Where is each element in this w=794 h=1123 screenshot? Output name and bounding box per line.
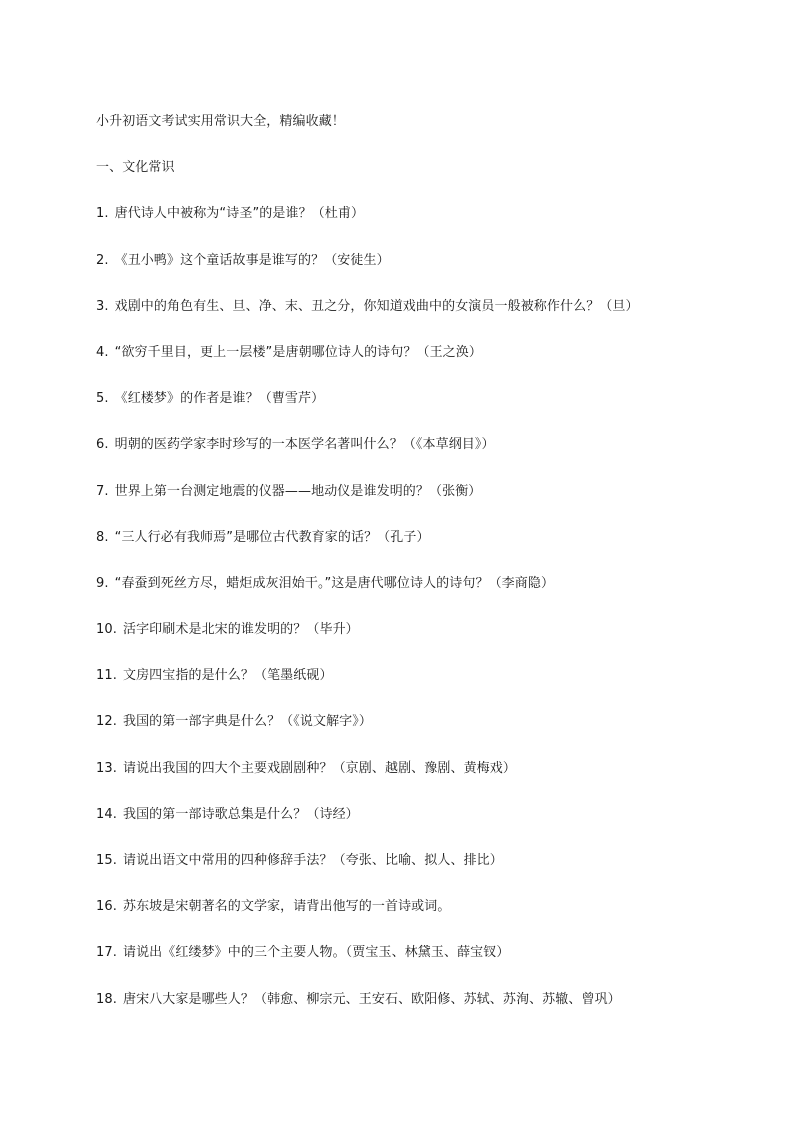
- section-heading: 一、文化常识: [96, 160, 175, 176]
- question-text: “三人行必有我师焉”是哪位古代教育家的话？（孔子）: [114, 529, 430, 545]
- question-number: 9.: [96, 575, 109, 591]
- question-item: [96, 297, 736, 317]
- question-text: 请说出我国的四大个主要戏剧剧种？（京剧、越剧、豫剧、黄梅戏）: [122, 760, 516, 776]
- question-item: [96, 805, 736, 825]
- question-number: 13.: [96, 760, 117, 776]
- question-number: 10.: [96, 622, 117, 638]
- question-item: [96, 712, 736, 732]
- question-text: 我国的第一部诗歌总集是什么？（诗经）: [122, 806, 359, 822]
- question-text: 请说出语文中常用的四种修辞手法？（夸张、比喻、拟人、排比）: [122, 853, 503, 868]
- question-text: 戏剧中的角色有生、旦、净、末、丑之分，你知道戏曲中的女演员一般被称作什么？（旦）: [114, 298, 639, 314]
- question-item: [96, 620, 736, 640]
- question-number: 14.: [96, 806, 117, 822]
- question-number: 2.: [96, 252, 109, 268]
- question-text: 世界上第一台测定地震的仪器——地动仪是谁发明的？（张衡）: [114, 483, 482, 499]
- question-number: 1.: [96, 206, 109, 222]
- question-item: [96, 759, 736, 779]
- question-number: 11.: [96, 668, 117, 684]
- question-text: 唐宋八大家是哪些人？（韩愈、柳宗元、王安石、欧阳修、苏轼、苏洵、苏辙、曾巩）: [122, 991, 621, 1007]
- question-number: 17.: [96, 945, 117, 961]
- question-list: [96, 204, 736, 1009]
- question-number: 18.: [96, 991, 117, 1007]
- question-text: 文房四宝指的是什么？（笔墨纸砚）: [122, 668, 333, 684]
- question-text: “欲穷千里目，更上一层楼”是唐朝哪位诗人的诗句？（王之涣）: [114, 344, 482, 360]
- question-text: 明朝的医药学家李时珍写的一本医学名著叫什么？（《本草纲目》）: [114, 437, 495, 453]
- question-number: 15.: [96, 853, 117, 868]
- question-text: 《丑小鸭》这个童话故事是谁写的？（安徒生）: [114, 252, 390, 268]
- question-number: 7.: [96, 483, 109, 499]
- question-number: 16.: [96, 899, 117, 915]
- question-number: 4.: [96, 344, 109, 360]
- question-item: [96, 990, 736, 1010]
- question-text: 苏东坡是宋朝著名的文学家，请背出他写的一首诗或词。: [122, 899, 451, 915]
- question-item: [96, 528, 736, 548]
- question-number: 12.: [96, 714, 117, 730]
- question-text: 我国的第一部字典是什么？（《说文解字》）: [122, 714, 372, 730]
- question-text: 请说出《红缕梦》中的三个主要人物。（贾宝玉、林黛玉、薛宝钗）: [122, 945, 510, 961]
- question-item: [96, 251, 736, 271]
- question-item: [96, 482, 736, 502]
- document-title: 小升初语文考试实用常识大全，精编收藏！: [96, 114, 345, 129]
- question-number: 5.: [96, 391, 109, 407]
- question-item: [96, 851, 736, 871]
- question-item: [96, 389, 736, 409]
- document-body: [96, 112, 736, 1036]
- question-text: “春蚕到死丝方尽，蜡炬成灰泪始干。”这是唐代哪位诗人的诗句？（李商隐）: [114, 575, 555, 591]
- question-number: 6.: [96, 437, 109, 453]
- question-number: 3.: [96, 298, 109, 314]
- question-item: [96, 666, 736, 686]
- question-text: 活字印刷术是北宋的谁发明的？（毕升）: [122, 622, 359, 638]
- question-item: [96, 435, 736, 455]
- question-item: [96, 343, 736, 363]
- question-item: [96, 204, 736, 224]
- question-item: [96, 943, 736, 963]
- question-text: 《红楼梦》的作者是谁？（曹雪芹）: [114, 391, 325, 407]
- question-number: 8.: [96, 529, 109, 545]
- question-text: 唐代诗人中被称为“诗圣”的是谁？（杜甫）: [114, 206, 365, 222]
- question-item: [96, 897, 736, 917]
- question-item: [96, 574, 736, 594]
